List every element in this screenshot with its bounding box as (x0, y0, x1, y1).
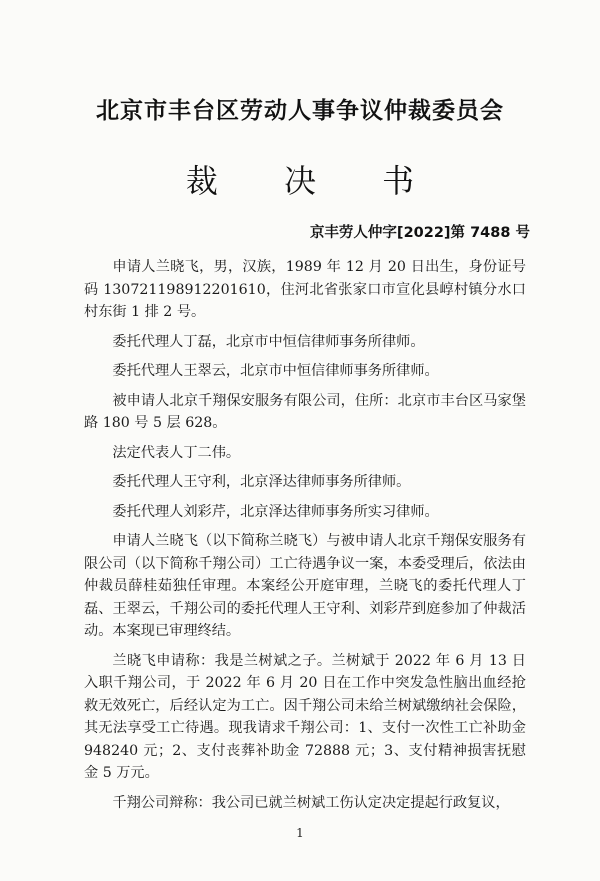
organization-title: 北京市丰台区劳动人事争议仲裁委员会 (96, 98, 504, 124)
paragraph-legal-rep: 法定代表人丁二伟。 (112, 444, 241, 461)
document-type-title: 裁 决 书 (185, 162, 443, 200)
paragraph-agent-2: 委托代理人王翠云，北京市中恒信律师事务所律师。 (112, 363, 439, 379)
case-number: 京丰劳人仲字[2022]第 7488 号 (309, 225, 530, 241)
paragraph-case-intro: 申请人兰晓飞（以下简称兰晓飞）与被申请人北京千翔保安服务有限公司（以下简称千翔公司）工亡待遇争议一案，本委受理后，依法由仲裁员薛桂茹独任审理。本案经公开庭审理，兰晓飞的委托代理人丁磊、王翠云，千翔公司的委托代理人王守利、刘彩芹到庭参加了仲裁活动。本案现已审理终结。 (84, 533, 526, 639)
paragraph-respondent: 被申请人北京千翔保安服务有限公司，住所：北京市丰台区马家堡路 180 号 5 层 628。 (84, 392, 526, 431)
paragraph-agent-1: 委托代理人丁磊，北京市中恒信律师事务所律师。 (112, 333, 425, 350)
paragraph-agent-3: 委托代理人王守利，北京泽达律师事务所律师。 (112, 474, 411, 490)
paragraph-agent-4: 委托代理人刘彩芹，北京泽达律师事务所实习律师。 (112, 503, 439, 520)
paragraph-applicant-claim: 兰晓飞申请称：我是兰树斌之子。兰树斌于 2022 年 6 月 13 日入职千翔公司，于 2022 年 6 月 20 日在工作中突发急性脑出血经抢救无效死亡，后经认定为工亡。因千翔公司未给兰树斌缴纳社会保险，其无法享受工亡待遇。现我请求千翔公司：1、支付一次性工亡补助金 948240 元；2、支付丧葬补助金 72888 元；3、支付精神损害抚慰金 5 万元。 (84, 652, 526, 781)
paragraph-applicant: 申请人兰晓飞，男，汉族，1989 年 12 月 20 日出生，身份证号码 130721198912201610，住河北省张家口市宣化县崞村镇分水口村东街 1 排 2 号。 (84, 259, 526, 320)
paragraph-respondent-defense: 千翔公司辩称：我公司已就兰树斌工伤认定决定提起行政复议， (112, 794, 510, 811)
document-body (84, 256, 526, 821)
page-number: 1 (296, 826, 304, 840)
